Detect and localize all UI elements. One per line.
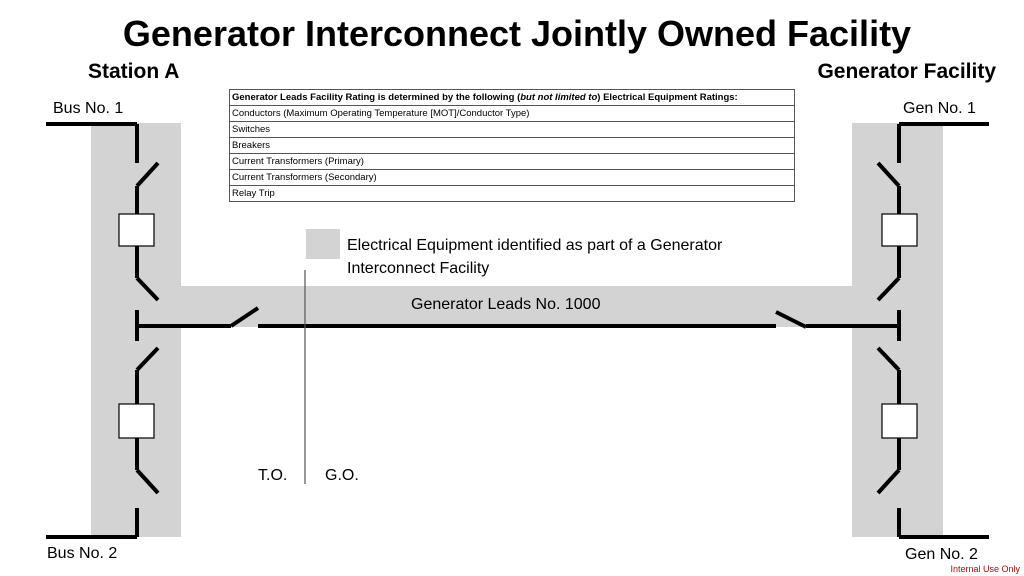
right-breaker-upper — [882, 214, 917, 246]
ratings-table — [229, 89, 795, 202]
gen2-label: Gen No. 2 — [905, 546, 978, 563]
table-row — [230, 138, 795, 154]
table-row — [230, 122, 795, 138]
left-breaker-upper — [119, 214, 154, 246]
table-cell: Relay Trip — [230, 186, 795, 202]
table-cell: Switches — [230, 122, 795, 138]
ratings-header-post: Electrical Equipment Ratings: — [600, 91, 738, 103]
right-breaker-lower — [882, 404, 917, 438]
table-cell: Current Transformers (Primary) — [230, 154, 795, 170]
ratings-header-row — [230, 90, 795, 106]
internal-use-footer: Internal Use Only — [950, 564, 1020, 574]
table-row — [230, 106, 795, 122]
left-breaker-lower — [119, 404, 154, 438]
station-a-heading: Station A — [88, 60, 180, 83]
go-label: G.O. — [325, 467, 359, 484]
to-label: T.O. — [258, 467, 288, 484]
ratings-header-pre: Generator Leads Facility Rating is determined by the following — [232, 91, 518, 103]
generator-leads-label: Generator Leads No. 1000 — [411, 296, 601, 313]
generator-facility-heading: Generator Facility — [817, 60, 996, 83]
table-row — [230, 154, 795, 170]
table-row — [230, 170, 795, 186]
gen1-label: Gen No. 1 — [903, 100, 976, 117]
bus1-label: Bus No. 1 — [53, 100, 124, 117]
ratings-header-italic: but not limited to — [520, 91, 598, 103]
legend-swatch — [306, 229, 340, 259]
ratings-header-cell: Generator Leads Facility Rating is determined by the following (but not limited to) Electrical Equipment Ratings: — [230, 90, 795, 106]
table-row — [230, 186, 795, 202]
table-cell: Current Transformers (Secondary) — [230, 170, 795, 186]
bus2-label: Bus No. 2 — [47, 545, 118, 562]
page-title: Generator Interconnect Jointly Owned Facility — [122, 13, 912, 54]
table-cell: Conductors (Maximum Operating Temperature [MOT]/Conductor Type) — [230, 106, 795, 122]
table-cell: Breakers — [230, 138, 795, 154]
legend-text: Electrical Equipment identified as part of a Generator Interconnect Facility — [347, 237, 723, 277]
